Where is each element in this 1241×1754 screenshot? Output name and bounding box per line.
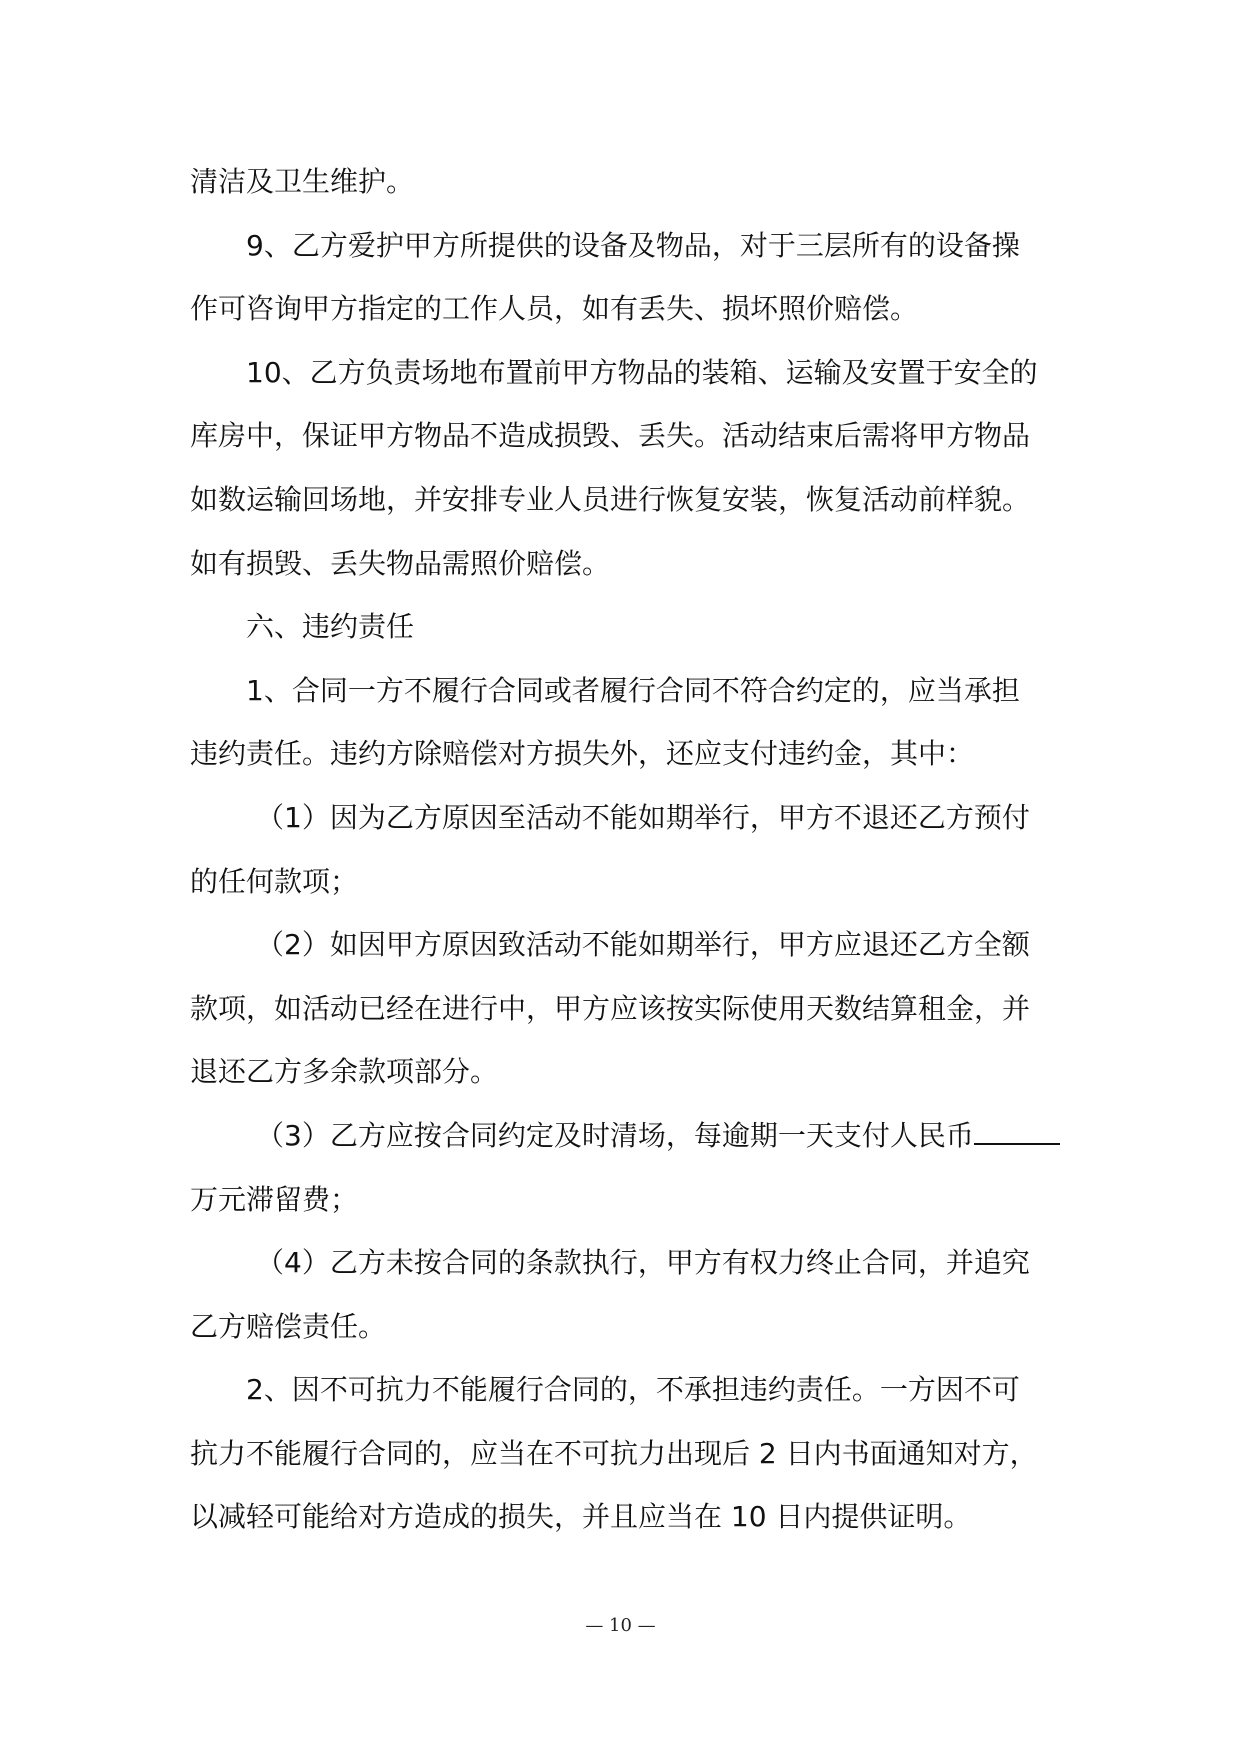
document-body [190,150,1070,1549]
liability-item-3-text: （3）乙方应按合同约定及时清场，每逾期一天支付人民币 [256,1118,974,1152]
liability-2-line-1: 2、因不可抗力不能履行合同的，不承担违约责任。一方因不可 [246,1373,1020,1407]
liability-item-3-line-2: 万元滞留费； [190,1182,359,1216]
liability-item-2-line-1: （2）如因甲方原因致活动不能如期举行，甲方应退还乙方全额 [256,928,1030,962]
text-line: 清洁及卫生维护。 [190,165,415,198]
clause-9-line-2: 作可咨询甲方指定的工作人员，如有丢失、损坏照价赔偿。 [190,292,919,326]
clause-10-line-4: 如有损毁、丢失物品需照价赔偿。 [190,546,611,580]
liability-item-3-line-1 [190,1104,1070,1168]
clause-10-line-2: 库房中，保证甲方物品不造成损毁、丢失。活动结束后需将甲方物品 [190,419,1031,453]
liability-2-line-3: 以减轻可能给对方造成的损失，并且应当在 10 日内提供证明。 [190,1500,972,1534]
section-heading: 六、违约责任 [246,610,415,644]
fill-in-blank [974,1117,1060,1145]
liability-item-2-line-3: 退还乙方多余款项部分。 [190,1055,499,1089]
clause-10-line-1: 10、乙方负责场地布置前甲方物品的装箱、运输及安置于安全的 [246,355,1038,389]
liability-item-4-line-2: 乙方赔偿责任。 [190,1309,387,1343]
page-number: — 10 — [585,1615,656,1636]
liability-item-2-line-2: 款项，如活动已经在进行中，甲方应该按实际使用天数结算租金，并 [190,991,1031,1025]
liability-item-1-line-2: 的任何款项； [190,864,359,898]
clause-10-line-3: 如数运输回场地，并安排专业人员进行恢复安装，恢复活动前样貌。 [190,482,1031,516]
liability-1-line-2: 违约责任。违约方除赔偿对方损失外，还应支付违约金，其中： [190,737,975,771]
clause-9-line-1: 9、乙方爱护甲方所提供的设备及物品，对于三层所有的设备操 [246,228,1020,262]
liability-item-4-line-1: （4）乙方未按合同的条款执行，甲方有权力终止合同，并追究 [256,1246,1030,1280]
liability-item-1-line-1: （1）因为乙方原因至活动不能如期举行，甲方不退还乙方预付 [256,800,1030,834]
liability-1-line-1: 1、合同一方不履行合同或者履行合同不符合约定的，应当承担 [246,673,1020,707]
liability-2-line-2: 抗力不能履行合同的，应当在不可抗力出现后 2 日内书面通知对方， [190,1436,1038,1470]
